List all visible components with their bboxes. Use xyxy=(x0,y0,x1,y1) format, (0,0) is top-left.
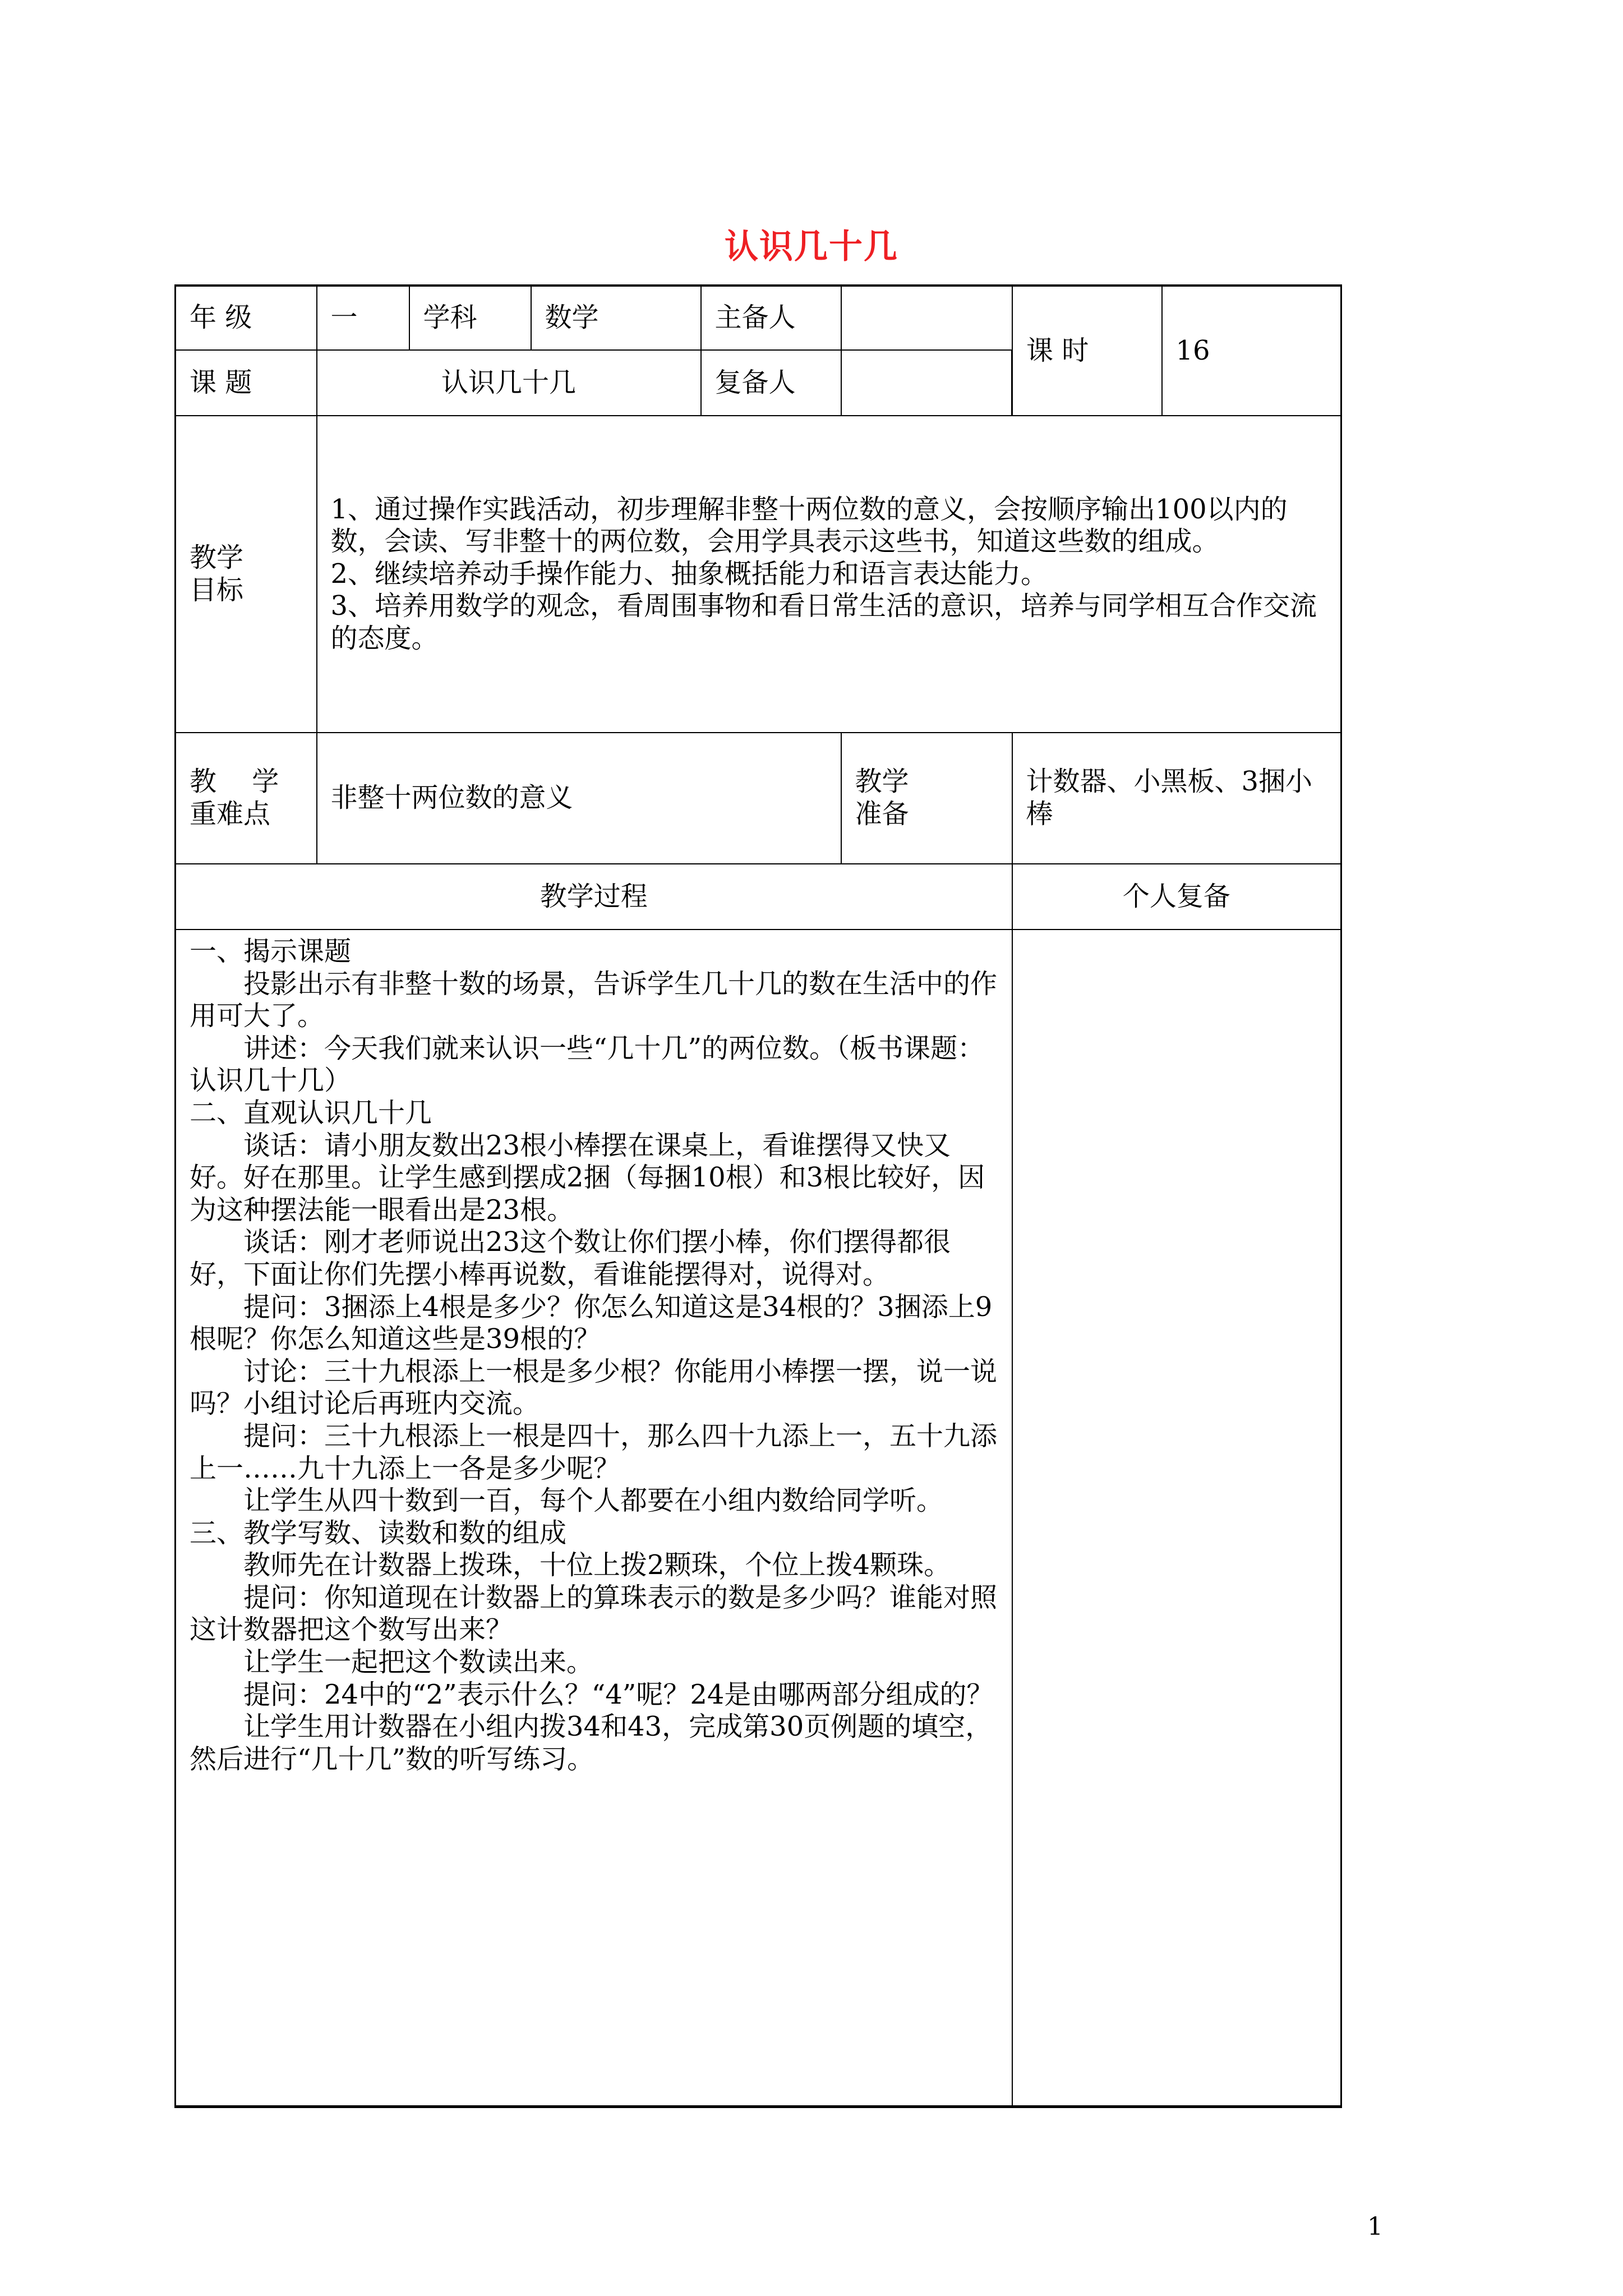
process-row xyxy=(176,930,1341,2106)
lesson-plan-table xyxy=(174,284,1342,2108)
process-paragraph: 让学生从四十数到一百，每个人都要在小组内数给同学听。 xyxy=(243,1485,944,1517)
keypoints-label-line2: 重难点 xyxy=(190,798,271,830)
process-paragraph: 提问：24中的“2”表示什么？“4”呢？24是由哪两部分组成的？ xyxy=(243,1678,994,1710)
co-preparer-value xyxy=(841,350,1012,416)
goals-content xyxy=(317,416,1341,733)
goals-label-line2: 目标 xyxy=(190,574,244,606)
keypoints-value: 非整十两位数的意义 xyxy=(317,733,841,864)
process-paragraph: 让学生一起把这个数读出来。 xyxy=(243,1646,594,1678)
goals-label xyxy=(176,416,317,733)
review-content xyxy=(1012,930,1341,2106)
keypoints-label xyxy=(176,733,317,864)
process-paragraph: 投影出示有非整十数的场景，告诉学生几十几的数在生活中的作用可大了。 xyxy=(190,968,998,1032)
prep-label-line1: 教学 xyxy=(855,766,909,798)
goal-item: 1、通过操作实践活动，初步理解非整十两位数的意义，会按顺序输出100以内的数，会读、写非整十的两位数，会用学具表示这些书，知道这些数的组成。 xyxy=(330,493,1288,558)
page-number: 1 xyxy=(1367,2212,1383,2241)
process-paragraph: 提问：你知道现在计数器上的算珠表示的数是多少吗？谁能对照这计数器把这个数写出来？ xyxy=(190,1581,998,1646)
review-heading: 个人复备 xyxy=(1012,864,1341,930)
header-row-1 xyxy=(176,286,1341,350)
prep-label xyxy=(841,733,1012,864)
grade-value: 一 xyxy=(317,286,409,350)
process-paragraph: 二、直观认识几十几 xyxy=(190,1097,432,1129)
process-paragraph: 三、教学写数、读数和数的组成 xyxy=(190,1517,567,1549)
goals-label-line1: 教学 xyxy=(190,541,244,573)
process-content xyxy=(176,930,1012,2106)
process-paragraph: 提问：三十九根添上一根是四十，那么四十九添上一，五十九添上一……九十九添上一各是多少呢？ xyxy=(190,1420,998,1484)
process-paragraph: 教师先在计数器上拨珠，十位上拨2颗珠，个位上拨4颗珠。 xyxy=(243,1549,951,1581)
keypoints-row xyxy=(176,733,1341,864)
prep-label-line2: 准备 xyxy=(855,798,909,830)
process-paragraph: 讲述：今天我们就来认识一些“几十几”的两位数。（板书课题：认识几十几） xyxy=(190,1032,985,1097)
grade-label: 年 级 xyxy=(176,286,317,350)
main-preparer-value xyxy=(841,286,1012,350)
keypoints-label-line1: 教 学 xyxy=(190,766,279,798)
process-paragraph: 提问：3捆添上4根是多少？你怎么知道这是34根的？3捆添上9根呢？你怎么知道这些是39根的？ xyxy=(190,1291,993,1355)
co-preparer-label: 复备人 xyxy=(701,350,841,416)
period-label: 课 时 xyxy=(1012,286,1162,416)
page-title: 认识几十几 xyxy=(725,227,898,266)
goal-item: 3、培养用数学的观念，看周围事物和看日常生活的意识，培养与同学相互合作交流的态度。 xyxy=(330,590,1317,654)
process-paragraph: 谈话：请小朋友数出23根小棒摆在课桌上，看谁摆得又快又好。好在那里。让学生感到摆成2捆（每捆10根）和3根比较好，因为这种摆法能一眼看出是23根。 xyxy=(190,1129,985,1226)
subject-value: 数学 xyxy=(531,286,701,350)
process-paragraph: 一、揭示课题 xyxy=(190,936,352,967)
topic-label: 课 题 xyxy=(176,350,317,416)
prep-value: 计数器、小黑板、3捆小棒 xyxy=(1012,733,1341,864)
process-paragraph: 讨论：三十九根添上一根是多少根？你能用小棒摆一摆，说一说吗？小组讨论后再班内交流。 xyxy=(190,1355,998,1420)
goal-item: 2、继续培养动手操作能力、抽象概括能力和语言表达能力。 xyxy=(330,558,1048,590)
process-paragraph: 让学生用计数器在小组内拨34和43，完成第30页例题的填空，然后进行“几十几”数的听写练习。 xyxy=(190,1711,993,1775)
subject-label: 学科 xyxy=(409,286,531,350)
process-heading: 教学过程 xyxy=(176,864,1012,930)
topic-value: 认识几十几 xyxy=(317,350,701,416)
process-heading-row xyxy=(176,864,1341,930)
main-preparer-label: 主备人 xyxy=(701,286,841,350)
process-paragraph: 谈话：刚才老师说出23这个数让你们摆小棒，你们摆得都很好，下面让你们先摆小棒再说数，看谁能摆得对，说得对。 xyxy=(190,1226,951,1290)
goals-row xyxy=(176,416,1341,733)
period-value: 16 xyxy=(1162,286,1341,416)
